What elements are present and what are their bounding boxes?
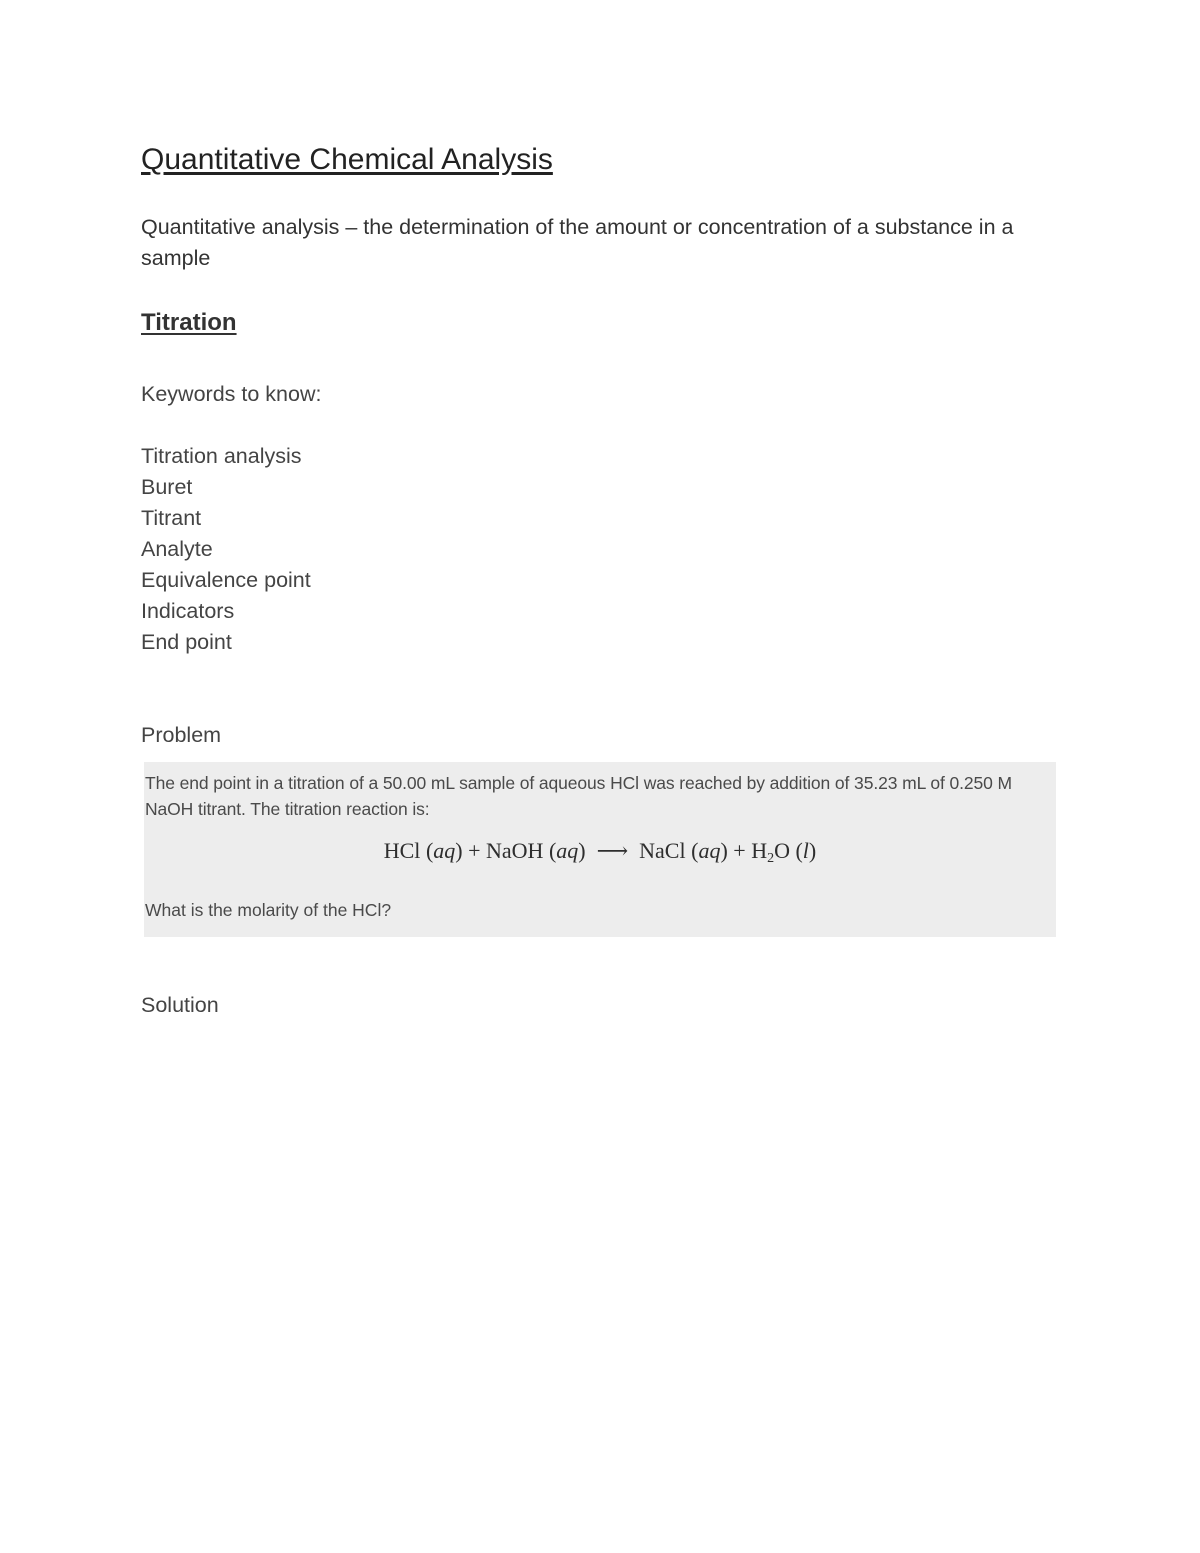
equation-state-hcl: aq xyxy=(433,838,456,863)
equation-state-naoh: aq xyxy=(556,838,579,863)
solution-label: Solution xyxy=(141,993,219,1017)
equation-product-nacl: NaCl xyxy=(639,838,686,863)
equation-state-water: l xyxy=(802,838,809,863)
section-heading-titration: Titration xyxy=(141,309,237,336)
equation-reactant-hcl: HCl xyxy=(383,838,421,863)
water-h: H xyxy=(751,838,768,863)
keyword-item: Indicators xyxy=(141,599,235,623)
problem-label: Problem xyxy=(141,723,222,747)
equation-arrow: ⟶ xyxy=(596,838,629,863)
keywords-label: Keywords to know: xyxy=(141,382,322,406)
keyword-item: End point xyxy=(141,630,232,654)
keyword-item: Buret xyxy=(141,475,193,499)
keyword-item: Analyte xyxy=(141,537,213,561)
equation-state-nacl: aq xyxy=(698,838,721,863)
water-o: O xyxy=(774,838,790,863)
keyword-item: Equivalence point xyxy=(141,568,311,592)
problem-image-box xyxy=(144,762,1056,937)
water-subscript: 2 xyxy=(767,851,775,866)
equation-plus-1: + xyxy=(468,838,481,863)
keyword-item: Titration analysis xyxy=(141,444,302,468)
titration-equation: HCl (aq) + NaOH (aq) ⟶ NaCl $(aq) + H_2O$ (l) xyxy=(383,838,817,866)
equation-product-water xyxy=(751,838,790,866)
problem-question: What is the molarity of the HCl? xyxy=(145,900,392,920)
equation-plus-2: + xyxy=(733,838,746,863)
keyword-item: Titrant xyxy=(141,506,202,530)
keywords-list xyxy=(141,441,311,658)
equation-reactant-naoh: NaOH xyxy=(486,838,544,863)
document-title: Quantitative Chemical Analysis xyxy=(141,143,553,176)
definition-paragraph: Quantitative analysis – the determination of the amount or concentration of a substance in a sample xyxy=(141,215,1014,270)
problem-text: The end point in a titration of a 50.00 mL sample of aqueous HCl was reached by addition of 35.23 mL of 0.250 M NaOH titrant. The titration reaction is: xyxy=(145,773,1013,819)
document-page xyxy=(141,0,1061,1553)
